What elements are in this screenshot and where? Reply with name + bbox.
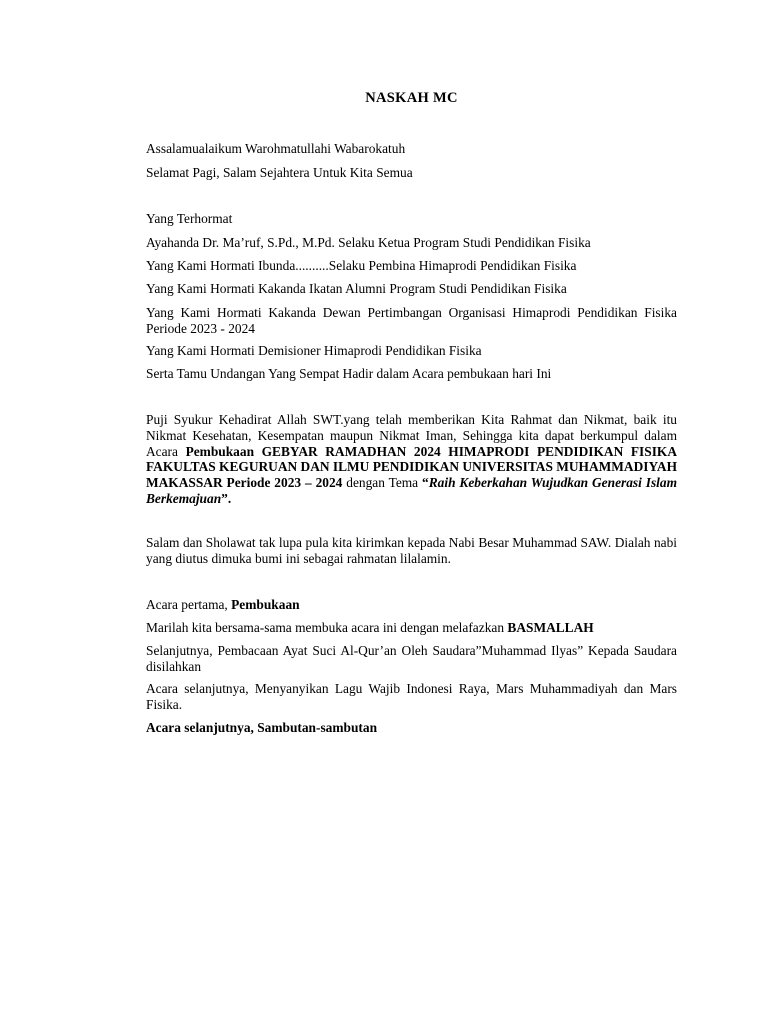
agenda-opening [146, 597, 677, 613]
honor-line-2: Yang Kami Hormati Ibunda..........Selaku Pembina Himaprodi Pendidikan Fisika [146, 258, 577, 273]
quran-paragraph: Selanjutnya, Pembacaan Ayat Suci Al-Qur’an Oleh Saudara”Muhammad Ilyas” Kepada Saudara disilahkan [146, 643, 677, 674]
agenda-opening-prefix: Acara pertama, [146, 597, 232, 612]
theme-close-quote: ”. [221, 490, 232, 506]
theme-open-quote: “ [422, 475, 429, 491]
basmallah-word: BASMALLAH [507, 620, 594, 635]
greeting-pagi: Selamat Pagi, Salam Sejahtera Untuk Kita Semua [146, 165, 413, 180]
honor-line-4: Yang Kami Hormati Kakanda Dewan Pertimbangan Organisasi Himaprodi Pendidikan Fisika Periode 2023 - 2024 [146, 305, 677, 336]
salawat-paragraph: Salam dan Sholawat tak lupa pula kita kirimkan kepada Nabi Besar Muhammad SAW. Dialah nabi yang diutus dimuka bumi ini sebagai rahmatan lilalamin. [146, 535, 677, 566]
honor-line-6: Serta Tamu Undangan Yang Sempat Hadir dalam Acara pembukaan hari Ini [146, 366, 552, 381]
anthem-paragraph: Acara selanjutnya, Menyanyikan Lagu Wajib Indonesi Raya, Mars Muhammadiyah dan Mars Fisika. [146, 681, 677, 712]
honor-line-3: Yang Kami Hormati Kakanda Ikatan Alumni Program Studi Pendidikan Fisika [146, 281, 567, 296]
event-theme: Raih Keberkahan Wujudkan Generasi Islam Berkemajuan [146, 475, 677, 506]
greeting-salam: Assalamualaikum Warohmatullahi Wabarokatuh [146, 141, 406, 156]
praise-text-1: Puji Syukur Kehadirat Allah SWT.yang telah memberikan Kita Rahmat dan Nikmat, baik itu Nikmat Kesehatan, Kesempatan maupun Nikmat Iman, Sehingga kita dapat berkumpul dalam Acara [146, 412, 677, 459]
agenda-opening-title: Pembukaan [231, 597, 300, 612]
honor-line-5: Yang Kami Hormati Demisioner Himaprodi Pendidikan Fisika [146, 343, 482, 358]
praise-text-2: dengan Tema [342, 475, 423, 491]
honor-heading: Yang Terhormat [146, 211, 233, 226]
basmallah-prefix: Marilah kita bersama-sama membuka acara ini dengan melafazkan [146, 620, 508, 635]
document-title: NASKAH MC [365, 90, 458, 106]
honor-line-1: Ayahanda Dr. Ma’ruf, S.Pd., M.Pd. Selaku Ketua Program Studi Pendidikan Fisika [146, 235, 591, 250]
event-name: Pembukaan GEBYAR RAMADHAN 2024 HIMAPRODI PENDIDIKAN FISIKA FAKULTAS KEGURUAN DAN ILMU PENDIDIKAN UNIVERSITAS MUHAMMADIYAH MAKASSAR Periode 2023 – 2024 [146, 443, 677, 491]
praise-paragraph [146, 412, 677, 507]
speeches-line: Acara selanjutnya, Sambutan-sambutan [146, 720, 378, 735]
basmallah-line [146, 620, 677, 636]
